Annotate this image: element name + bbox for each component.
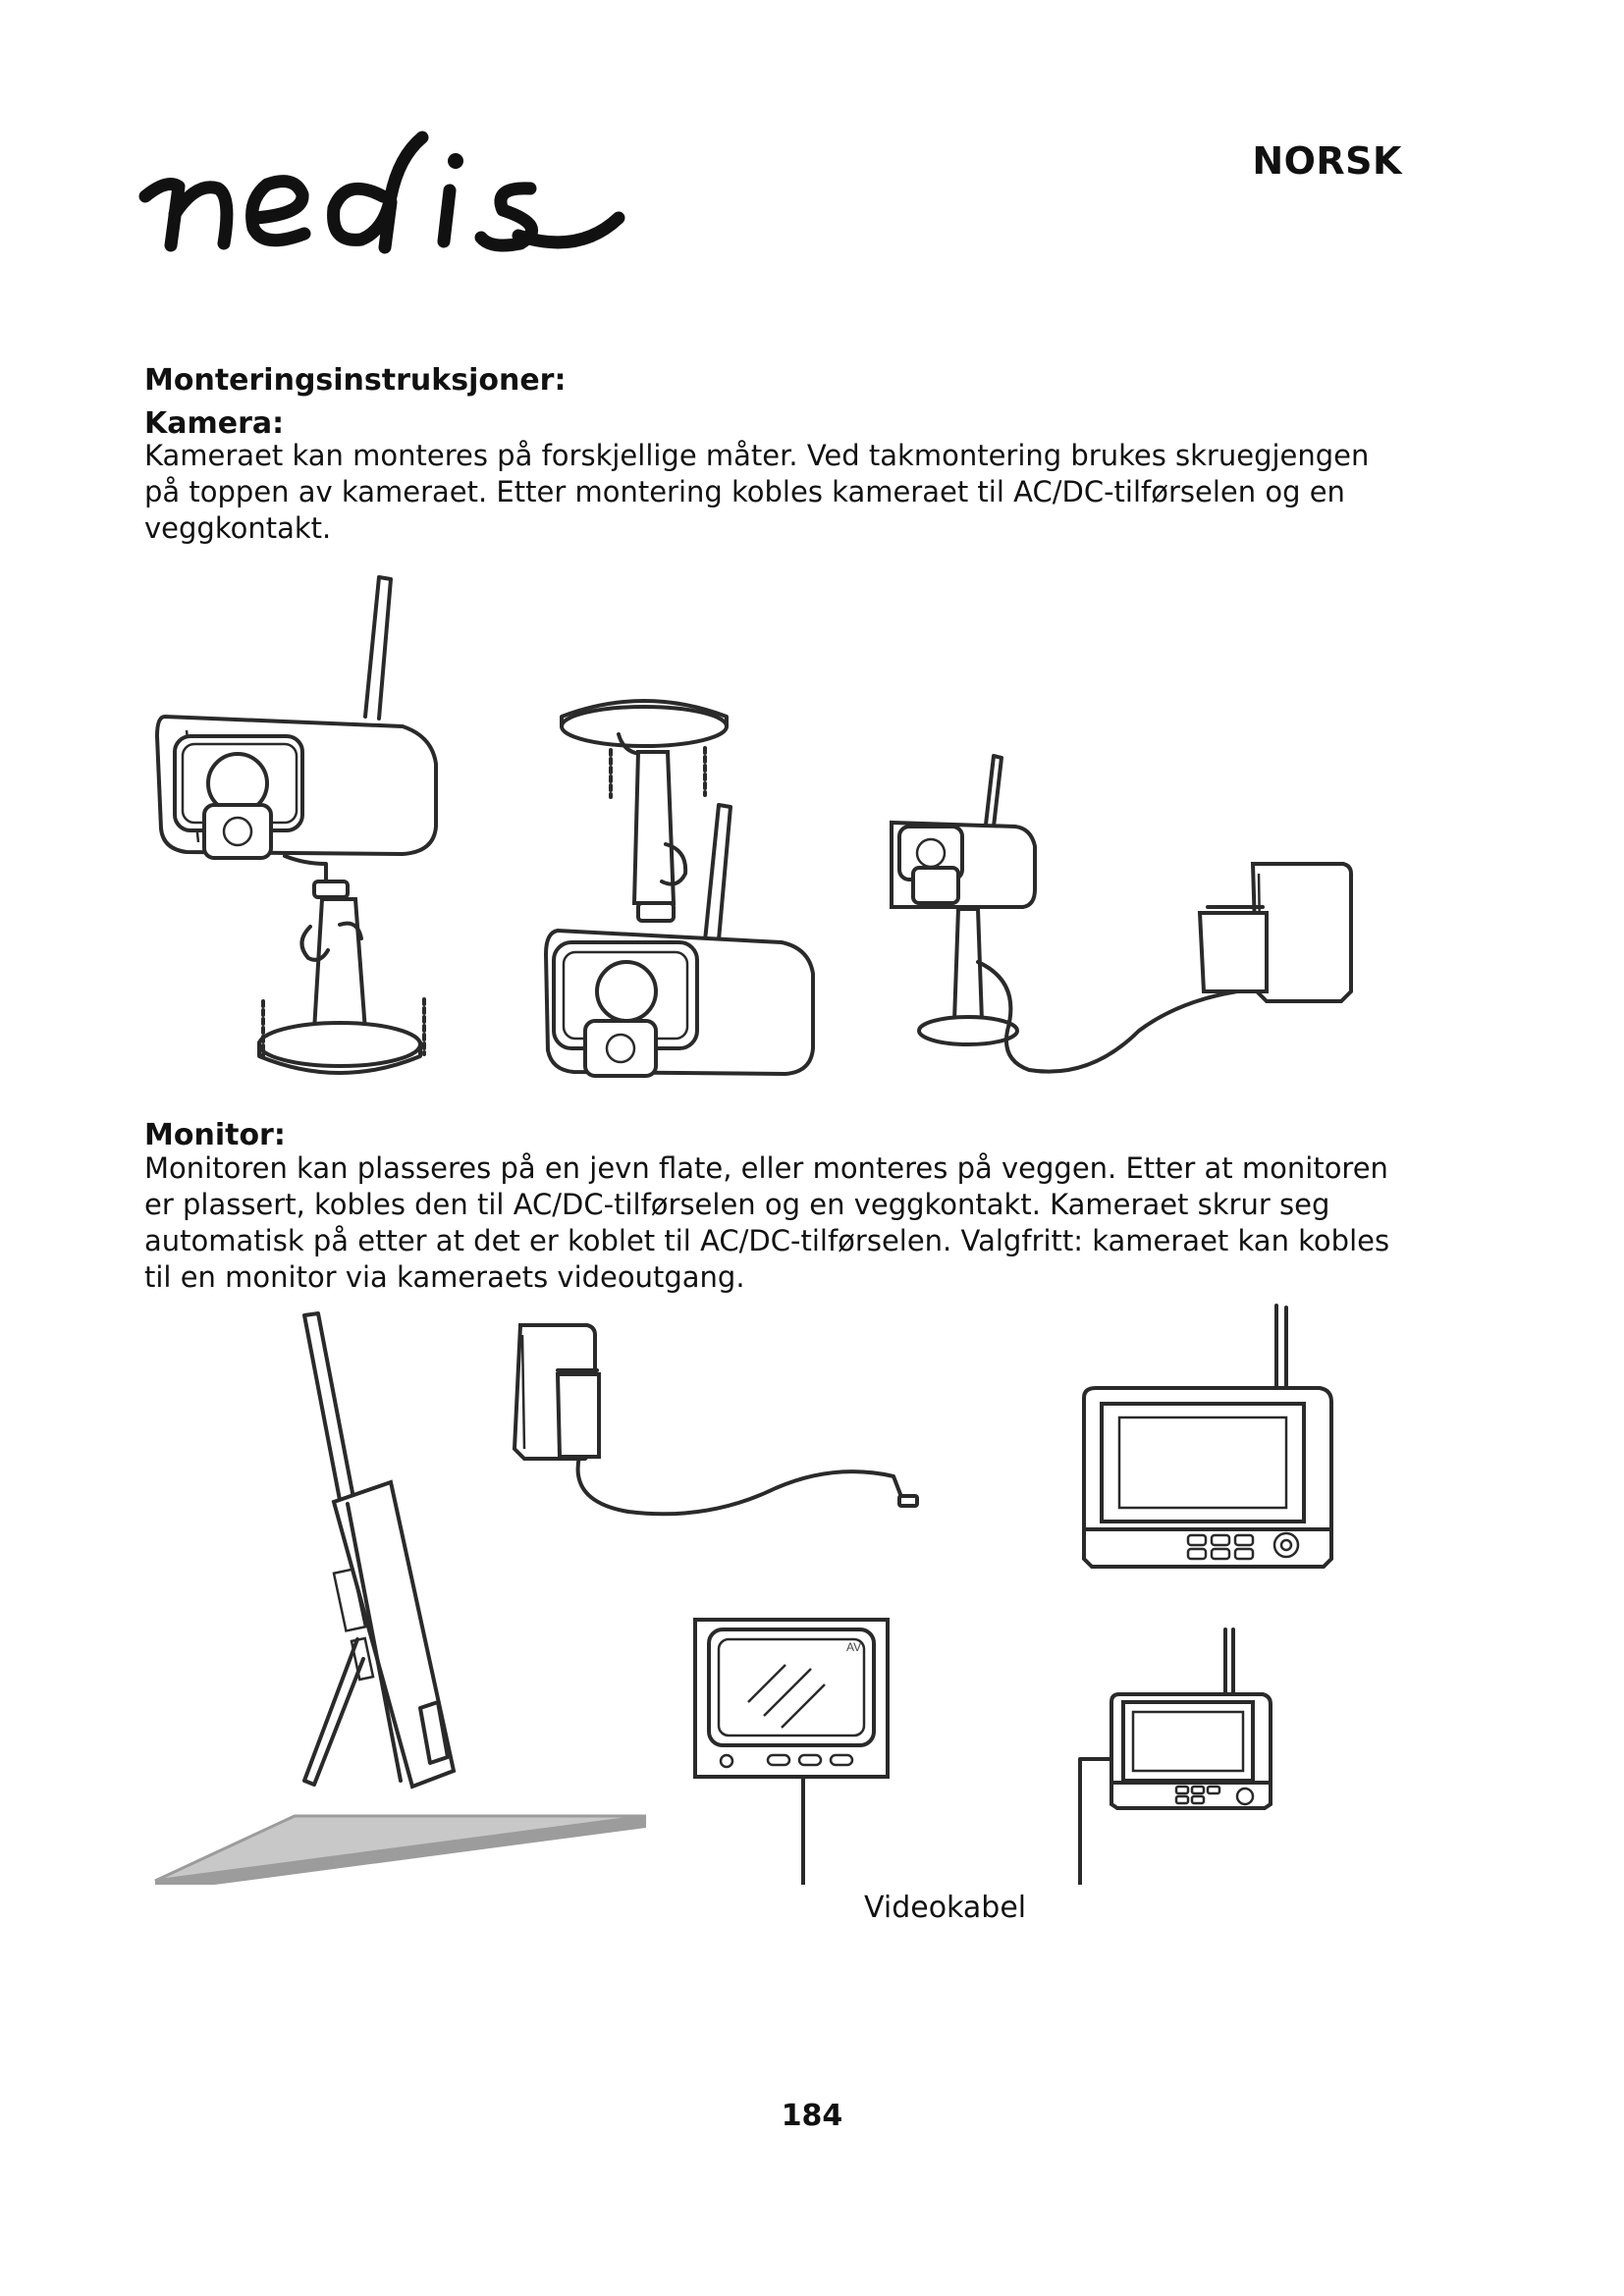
camera-floor-mount-illustration [157,577,436,1073]
nedis-logo [137,128,638,265]
video-cable-label: Videokabel [864,1891,1027,1925]
camera-ceiling-mount-illustration [546,701,813,1076]
wall-socket-adapter-illustration [514,1325,917,1514]
page-number: 184 [781,2099,843,2133]
camera-paragraph: Kameraet kan monteres på forskjellige måter. Ved takmontering brukes skruegjengen på toppen av kameraet. Etter montering kobles kameraet til AC/DC-tilførselen og en veggkontakt. [144,439,1370,545]
tv-av-label: AV [846,1640,862,1654]
monitor-paragraph: Monitoren kan plasseres på en jevn flate, eller monteres på veggen. Etter at monitoren er plassert, kobles den til AC/DC-tilførselen og en veggkontakt. Kameraet skrur seg automatisk på etter at det er koblet til AC/DC-tilførselen. Valgfritt: kameraet kan kobles til en monitor via kameraets videoutgang. [144,1151,1390,1294]
wireless-monitor-illustration [1084,1306,1331,1567]
monitor-setup-figure [147,1296,1345,1885]
camera-heading: Kamera: [144,406,285,441]
camera-mounting-figure [147,569,1355,1099]
section-title: Monteringsinstruksjoner: [144,363,567,398]
tv-monitor-illustration [695,1620,888,1885]
camera-power-connection-illustration [892,756,1351,1072]
monitor-heading: Monitor: [144,1118,286,1152]
language-label: NORSK [1252,139,1402,183]
